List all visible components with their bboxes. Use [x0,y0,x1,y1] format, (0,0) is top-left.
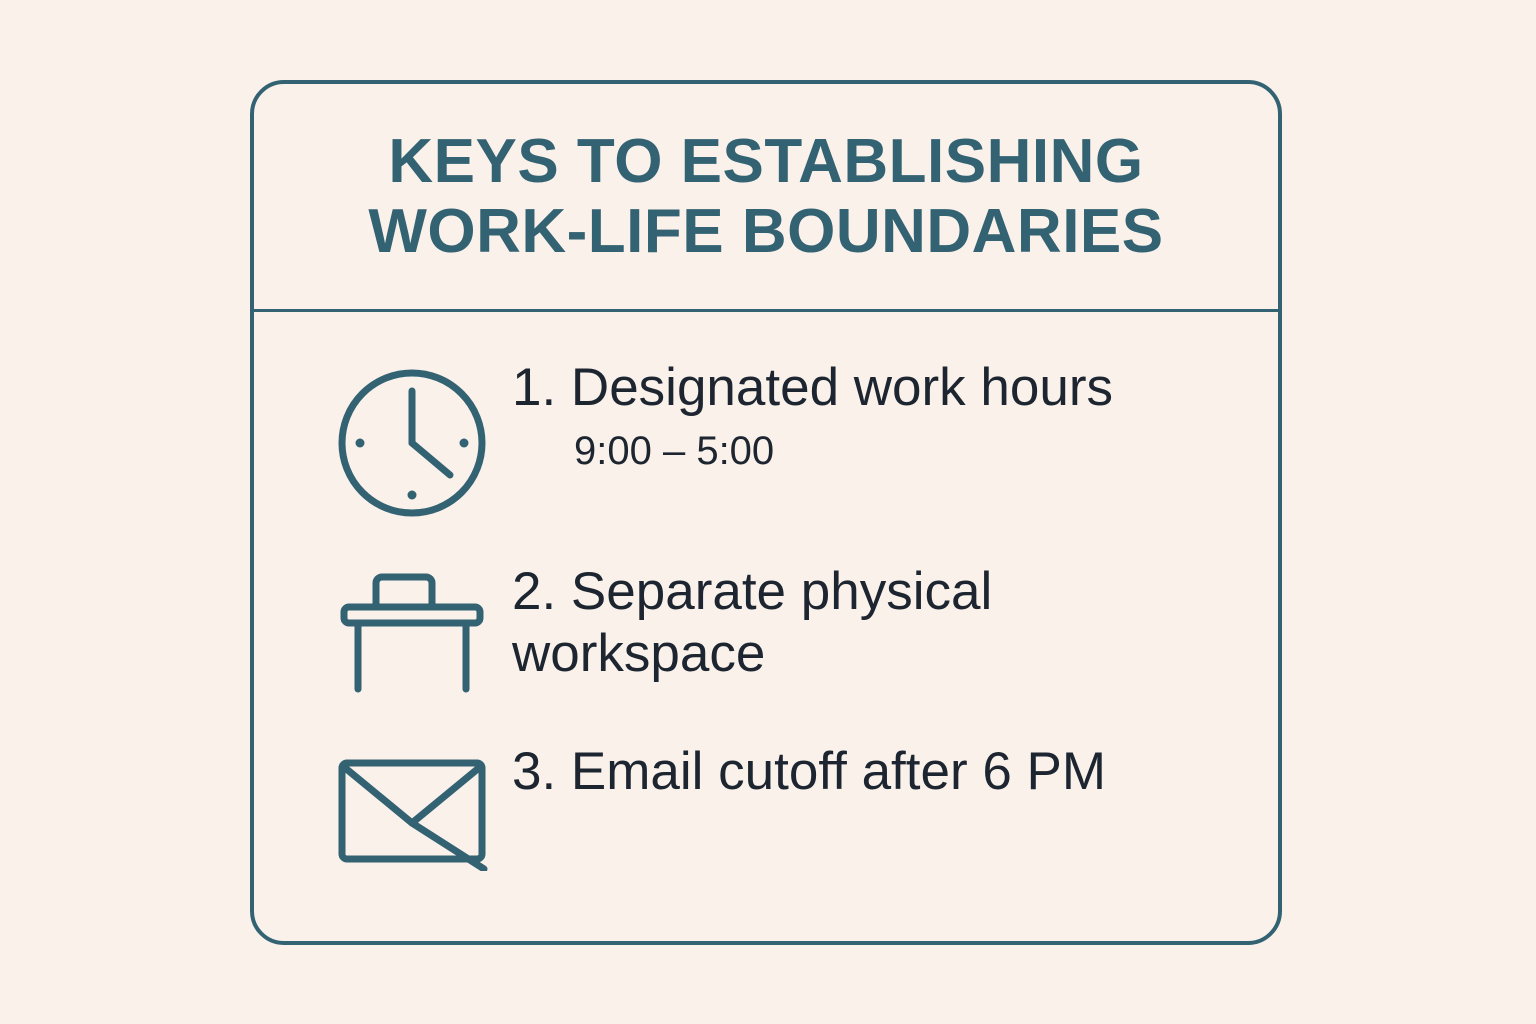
list-item [312,559,1232,703]
list-item-text [512,559,1232,685]
keys-card [250,80,1282,945]
card-body [254,315,1278,941]
list-item-text [512,355,1232,477]
list-item-sublabel: 9:00 – 5:00 [574,429,775,473]
envelope-icon [312,739,512,871]
list-item-text [512,739,1232,803]
list-item [312,739,1232,871]
list-item-label: 1. Designated work hours [512,358,1113,417]
list-item [312,355,1232,523]
page-title: KEYS TO ESTABLISHING WORK-LIFE BOUNDARIES [368,127,1164,266]
clock-icon [312,355,512,523]
card-header [254,84,1278,312]
list-item-label: 3. Email cutoff after 6 PM [512,742,1107,801]
desk-icon [312,559,512,703]
list-item-label: 2. Separate physical workspace [512,562,993,683]
